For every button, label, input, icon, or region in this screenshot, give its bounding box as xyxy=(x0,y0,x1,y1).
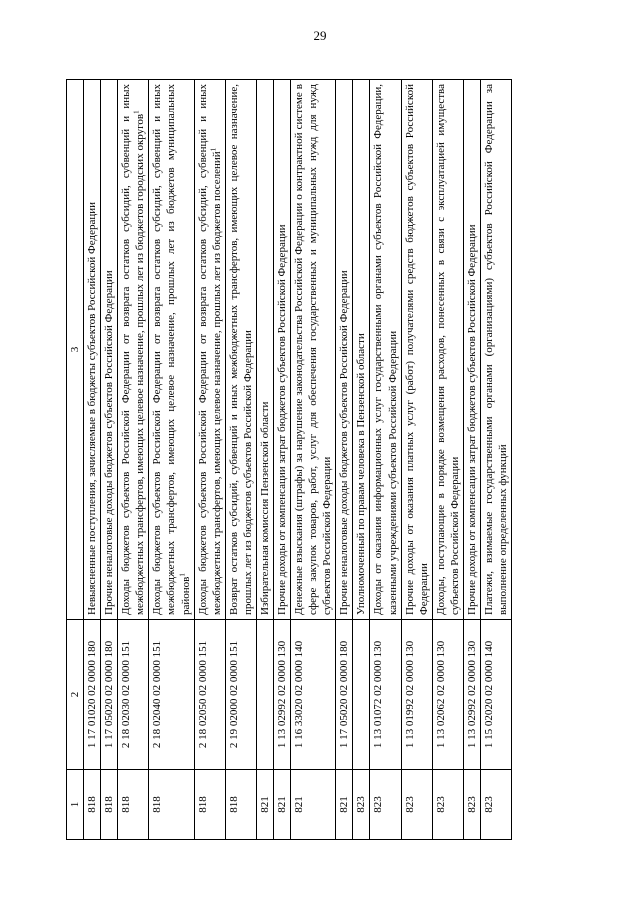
admin-code-cell-text: 818 xyxy=(103,796,116,813)
budget-code-cell xyxy=(432,620,463,770)
admin-code-cell-text: 821 xyxy=(276,796,289,813)
footnote-mark: 1 xyxy=(209,147,218,152)
table-row xyxy=(401,80,432,840)
income-name-cell xyxy=(291,80,336,620)
income-name-cell xyxy=(84,80,101,620)
admin-code-cell xyxy=(370,770,401,840)
budget-code-cell xyxy=(370,620,401,770)
budget-code-cell-text: 2 18 02040 02 0000 151 xyxy=(151,640,164,749)
admin-code-cell-text: 823 xyxy=(403,796,416,813)
income-name-cell-text: Прочие доходы от компенсации затрат бюджетов субъектов Российской Федерации xyxy=(276,224,289,615)
table-row xyxy=(194,80,225,840)
admin-code-cell xyxy=(194,770,225,840)
admin-code-cell xyxy=(256,770,273,840)
income-name-cell-text: Прочие доходы от оказания платных услуг (работ) получателями средств бюджетов субъектов Российской Федерации xyxy=(403,84,430,615)
admin-code-cell-text: 821 xyxy=(258,796,271,813)
budget-code-cell xyxy=(225,620,256,770)
admin-code-cell xyxy=(432,770,463,840)
income-name-cell xyxy=(194,80,225,620)
header-col-2: 2 xyxy=(67,620,84,770)
footnote-mark: 1 xyxy=(177,573,186,577)
income-name-cell xyxy=(225,80,256,620)
admin-code-cell xyxy=(118,770,149,840)
income-name-cell xyxy=(274,80,291,620)
table-row xyxy=(432,80,463,840)
table-row xyxy=(118,80,149,840)
budget-code-cell xyxy=(101,620,118,770)
table-header-row xyxy=(67,80,84,840)
budget-code-cell-text: 1 13 02992 02 0000 130 xyxy=(465,640,478,749)
table-row xyxy=(225,80,256,840)
budget-code-cell xyxy=(256,620,273,770)
revenue-codes-table xyxy=(66,79,512,840)
income-name-cell-text: Невыясненные поступления, зачисляемые в бюджеты субъектов Российской Федерации xyxy=(86,202,99,615)
rotated-table-container xyxy=(66,80,546,840)
budget-code-cell xyxy=(353,620,370,770)
income-name-cell xyxy=(481,80,512,620)
income-name-cell-text: Доходы бюджетов субъектов Российской Федерации от возврата остатков субсидий, субвенций и иных межбюджетных трансфертов, имеющих целевое назначение, прошлых лет из бюджетов городских округов xyxy=(120,84,147,615)
budget-code-cell xyxy=(194,620,225,770)
admin-code-cell-text: 818 xyxy=(120,796,133,813)
income-name-cell-text: Доходы от оказания информационных услуг государственными органами субъектов Российской Федерации, казенными учреждениями субъектов Российской Федерации xyxy=(372,84,399,615)
budget-code-cell-text: 2 18 02030 02 0000 151 xyxy=(120,640,133,749)
income-name-cell-text: Избирательная комиссия Пензенской области xyxy=(258,401,271,615)
budget-code-cell-text: 1 17 05020 02 0000 180 xyxy=(338,640,351,749)
admin-code-cell-text: 823 xyxy=(434,796,447,813)
budget-code-cell-text: 1 16 33020 02 0000 140 xyxy=(293,640,306,749)
admin-code-cell xyxy=(336,770,353,840)
budget-code-cell-text: 1 17 01020 02 0000 180 xyxy=(86,640,99,749)
budget-code-cell xyxy=(401,620,432,770)
table-row xyxy=(256,80,273,840)
admin-code-cell-text: 821 xyxy=(293,796,306,813)
admin-code-cell-text: 818 xyxy=(227,796,240,813)
table-row xyxy=(353,80,370,840)
table-body xyxy=(84,80,512,840)
income-name-cell-text: Уполномоченный по правам человека в Пензенской области xyxy=(355,333,368,615)
admin-code-cell xyxy=(353,770,370,840)
table-row xyxy=(274,80,291,840)
admin-code-cell-text: 823 xyxy=(372,796,385,813)
admin-code-cell-text: 823 xyxy=(483,796,496,813)
income-name-cell-text: Возврат остатков субсидий, субвенций и иных межбюджетных трансфертов, имеющих целевое назначение, прошлых лет из бюджетов субъектов Российской Федерации xyxy=(227,84,254,615)
budget-code-cell-text: 1 13 01992 02 0000 130 xyxy=(403,640,416,749)
table-row xyxy=(291,80,336,840)
income-name-cell-text: Доходы, поступающие в порядке возмещения расходов, понесенных в связи с эксплуатацией имущества субъектов Российской Федерации xyxy=(434,84,461,615)
income-name-cell-text: Денежные взыскания (штрафы) за нарушение законодательства Российской Федерации о контрактной системе в сфере закупок товаров, работ, услуг для обеспечения государственных и муниципальных нужд для нужд субъектов Российской Федерации xyxy=(293,84,334,615)
header-col-1: 1 xyxy=(67,770,84,840)
table-row xyxy=(370,80,401,840)
page-number: 29 xyxy=(313,28,327,43)
budget-code-cell-text: 1 15 02020 02 0000 140 xyxy=(483,640,496,749)
income-name-cell xyxy=(149,80,194,620)
admin-code-cell-text: 818 xyxy=(151,796,164,813)
admin-code-cell xyxy=(291,770,336,840)
budget-code-cell xyxy=(84,620,101,770)
income-name-cell xyxy=(353,80,370,620)
admin-code-cell-text: 818 xyxy=(196,796,209,813)
table-row xyxy=(101,80,118,840)
budget-code-cell xyxy=(336,620,353,770)
budget-code-cell xyxy=(481,620,512,770)
income-name-cell xyxy=(118,80,149,620)
income-name-cell xyxy=(101,80,118,620)
admin-code-cell-text: 818 xyxy=(86,796,99,813)
table-row xyxy=(336,80,353,840)
budget-code-cell-text: 1 13 01072 02 0000 130 xyxy=(372,640,385,749)
budget-code-cell xyxy=(149,620,194,770)
income-name-cell-text: Прочие неналоговые доходы бюджетов субъектов Российской Федерации xyxy=(338,270,351,615)
budget-code-cell xyxy=(463,620,480,770)
income-name-cell xyxy=(401,80,432,620)
budget-code-cell-text: 2 19 02000 02 0000 151 xyxy=(227,640,240,749)
table-row xyxy=(481,80,512,840)
footnote-mark: 1 xyxy=(132,110,141,114)
admin-code-cell xyxy=(274,770,291,840)
admin-code-cell-text: 823 xyxy=(465,796,478,813)
admin-code-cell xyxy=(225,770,256,840)
admin-code-cell xyxy=(401,770,432,840)
header-col-3: 3 xyxy=(67,80,84,620)
budget-code-cell-text: 2 18 02050 02 0000 151 xyxy=(196,640,209,749)
budget-code-cell-text: 1 13 02062 02 0000 130 xyxy=(434,640,447,749)
admin-code-cell xyxy=(84,770,101,840)
budget-code-cell xyxy=(291,620,336,770)
income-name-cell xyxy=(463,80,480,620)
admin-code-cell-text: 823 xyxy=(355,796,368,813)
income-name-cell-text: Платежи, взимаемые государственными органами (организациями) субъектов Российской Федерации за выполнение определенных функций xyxy=(483,84,510,615)
admin-code-cell xyxy=(149,770,194,840)
income-name-cell xyxy=(370,80,401,620)
budget-code-cell-text: 1 13 02992 02 0000 130 xyxy=(276,640,289,749)
admin-code-cell xyxy=(481,770,512,840)
table-row xyxy=(463,80,480,840)
income-name-cell-text: Прочие неналоговые доходы бюджетов субъектов Российской Федерации xyxy=(103,270,116,615)
income-name-cell-text: Доходы бюджетов субъектов Российской Федерации от возврата остатков субсидий, субвенций и иных межбюджетных трансфертов, имеющих целевое назначение, прошлых лет из бюджетов поселений xyxy=(196,84,223,615)
budget-code-cell xyxy=(118,620,149,770)
income-name-cell xyxy=(256,80,273,620)
table-row xyxy=(149,80,194,840)
admin-code-cell-text: 821 xyxy=(338,796,351,813)
admin-code-cell xyxy=(463,770,480,840)
income-name-cell xyxy=(432,80,463,620)
table-row xyxy=(84,80,101,840)
budget-code-cell xyxy=(274,620,291,770)
admin-code-cell xyxy=(101,770,118,840)
income-name-cell xyxy=(336,80,353,620)
budget-code-cell-text: 1 17 05020 02 0000 180 xyxy=(103,640,116,749)
income-name-cell-text: Доходы бюджетов субъектов Российской Федерации от возврата остатков субсидий, субвенций и иных межбюджетных трансфертов, имеющих целевое назначение, прошлых лет из бюджетов муниципальных районов xyxy=(151,84,192,615)
income-name-cell-text: Прочие доходы от компенсации затрат бюджетов субъектов Российской Федерации xyxy=(465,224,478,615)
